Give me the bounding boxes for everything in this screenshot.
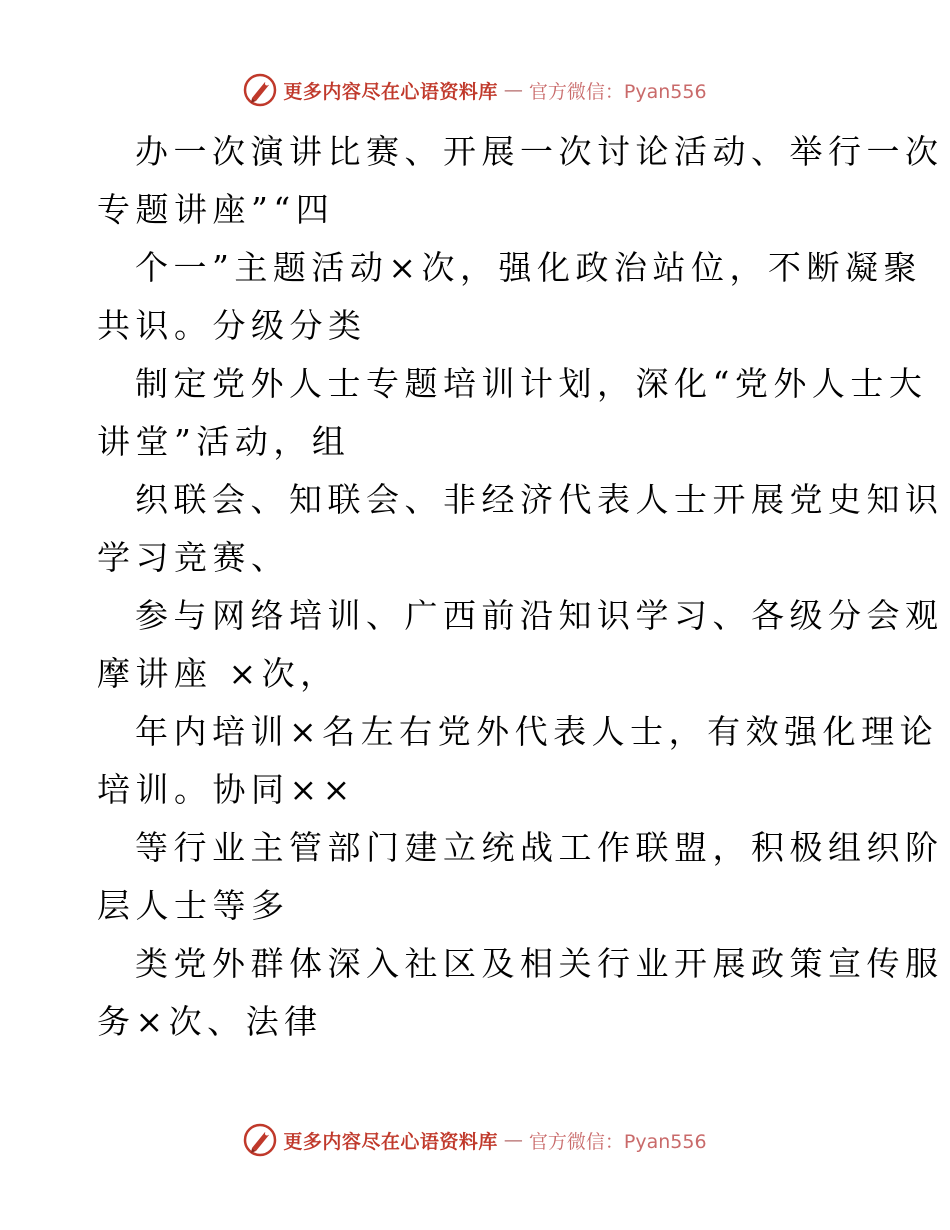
paragraph — [97, 703, 939, 819]
paragraph-line: 共识。分级分类 — [97, 306, 367, 345]
document-body — [97, 123, 944, 1051]
header-brand-text: 更多内容尽在心语资料库 — [283, 80, 498, 103]
paragraph — [97, 239, 923, 355]
paragraph-line: 摩讲座 ×次， — [97, 654, 339, 693]
header-separator: — — [503, 79, 523, 101]
paragraph-line: 学习竞赛、 — [97, 538, 290, 577]
paragraph — [97, 123, 944, 239]
paragraph-line: 专题讲座”“四 — [97, 190, 335, 229]
paragraph-line: 讲堂”活动，组 — [97, 422, 351, 461]
paragraph-line: 类党外群体深入社区及相关行业开展政策宣传服 — [135, 944, 944, 983]
paragraph-line: 培训。协同×× — [97, 770, 356, 809]
footer-brand-text: 更多内容尽在心语资料库 — [283, 1130, 498, 1153]
paragraph-line: 参与网络培训、广西前沿知识学习、各级分会观 — [135, 596, 944, 635]
footer-wechat-text: 官方微信：Pyan556 — [528, 1130, 707, 1153]
paragraph-line: 等行业主管部门建立统战工作联盟，积极组织阶 — [135, 828, 944, 867]
paragraph — [97, 355, 928, 471]
paragraph-line: 务×次、法律 — [97, 1002, 323, 1041]
paragraph — [97, 819, 944, 935]
footer-banner — [0, 1120, 950, 1160]
header-banner — [0, 70, 950, 110]
paragraph-line: 层人士等多 — [97, 886, 290, 925]
paragraph-line: 个一”主题活动×次，强化政治站位，不断凝聚 — [135, 248, 923, 287]
paragraph-line: 年内培训×名左右党外代表人士，有效强化理论 — [135, 712, 939, 751]
paragraph-line: 办一次演讲比赛、开展一次讨论活动、举行一次 — [135, 132, 944, 171]
paragraph-line: 织联会、知联会、非经济代表人士开展党史知识 — [135, 480, 944, 519]
pen-logo-icon — [243, 1123, 277, 1157]
pen-logo-icon — [243, 73, 277, 107]
header-wechat-text: 官方微信：Pyan556 — [528, 80, 707, 103]
footer-separator: — — [503, 1129, 523, 1151]
paragraph — [97, 935, 944, 1051]
paragraph — [97, 471, 944, 587]
paragraph — [97, 587, 944, 703]
paragraph-line: 制定党外人士专题培训计划，深化“党外人士大 — [135, 364, 928, 403]
